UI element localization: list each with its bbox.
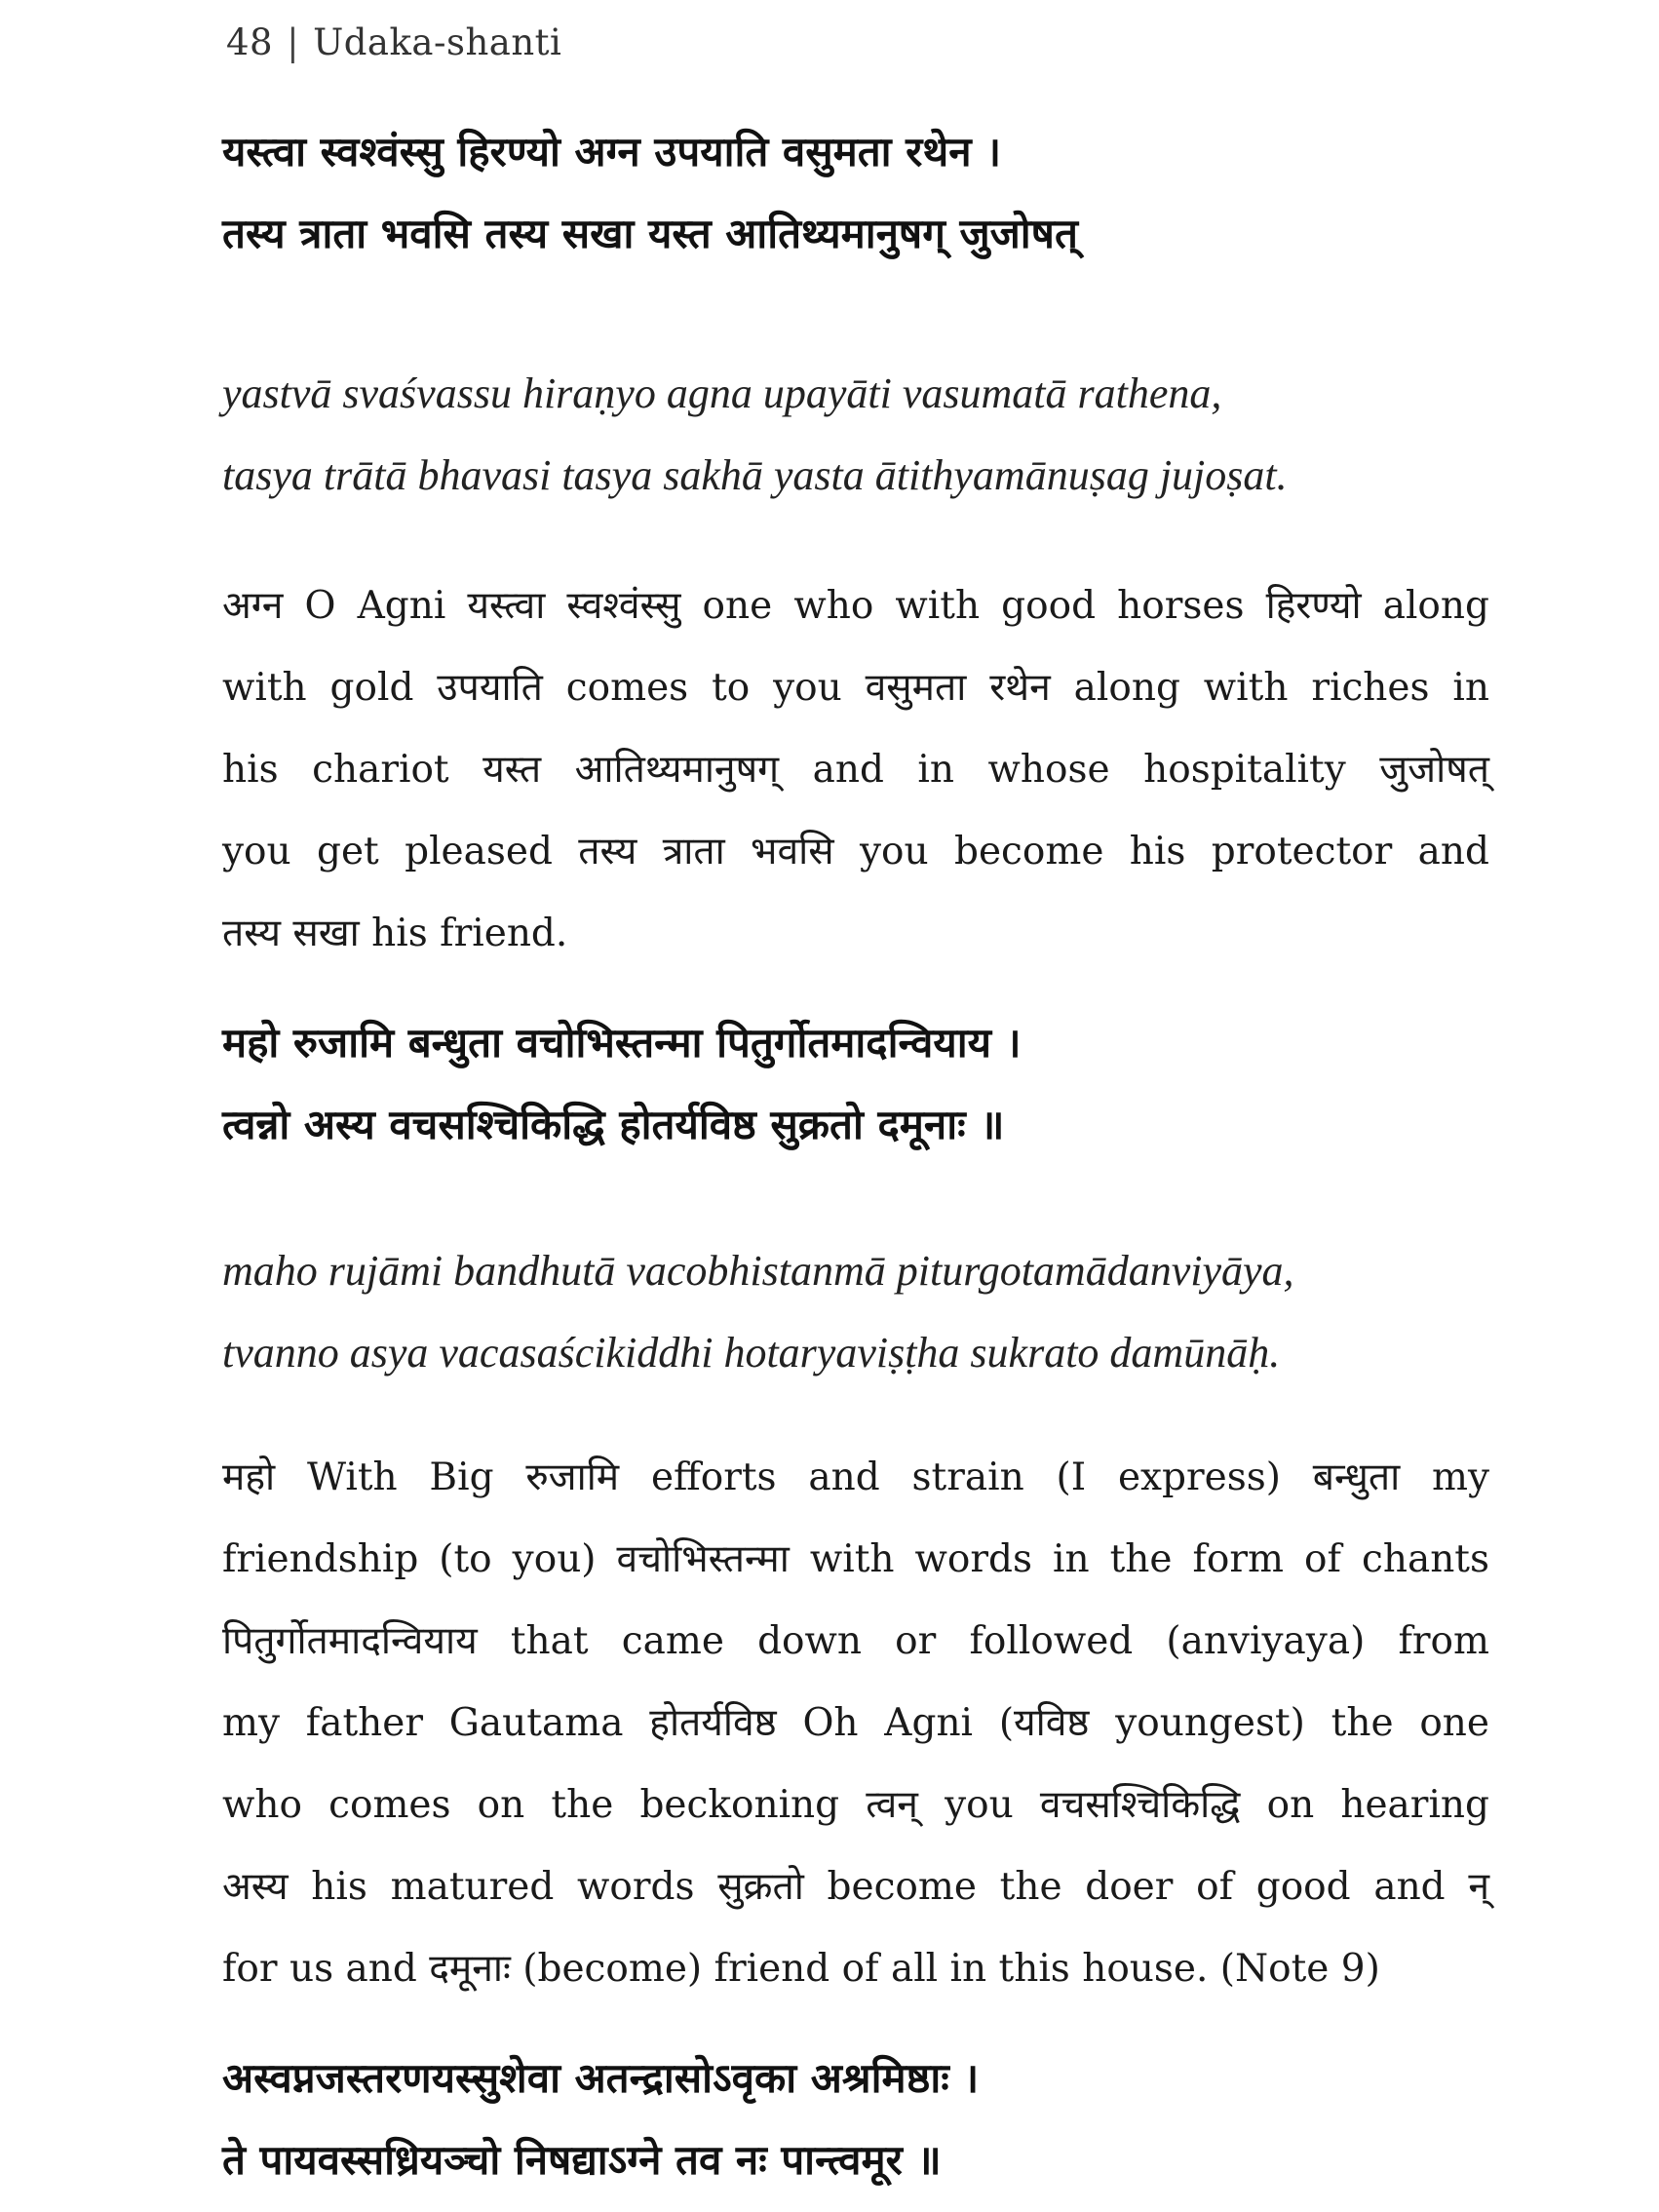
transliteration-1: [222, 353, 1489, 517]
verse-line: यस्त्वा स्वश्वंस्सु हिरण्यो अग्न उपयाति वसुमता रथेन ।: [222, 128, 1002, 175]
paragraph-line: अग्न O Agni यस्त्वा स्वश्वंस्सु one who with good horses हिरण्यो along: [222, 584, 1489, 628]
paragraph-line: अस्य his matured words सुक्रतो become the doer of good and न्: [222, 1865, 1489, 1909]
transliteration-line: tvanno asya vacasaścikiddhi hotaryaviṣṭha sukrato damūnāḥ.: [222, 1329, 1281, 1377]
chapter-title: Udaka-shanti: [313, 21, 562, 63]
sanskrit-verse-3: [222, 2037, 1489, 2201]
header-separator: |: [287, 21, 300, 63]
paragraph-line: you get pleased तस्य त्राता भवसि you become his protector and: [222, 830, 1489, 873]
paragraph-line: my father Gautama होतर्यविष्ठ Oh Agni (यविष्ठ youngest) the one: [222, 1701, 1489, 1745]
transliteration-2: [222, 1230, 1489, 1394]
paragraph-line: friendship (to you) वचोभिस्तन्मा with words in the form of chants: [222, 1537, 1489, 1581]
translation-paragraph-2: [222, 1437, 1489, 2010]
page-number: 48: [226, 21, 274, 63]
paragraph-line: his chariot यस्त आतिथ्यमानुषग् and in whose hospitality जुजोषत्: [222, 748, 1489, 792]
paragraph-line: महो With Big रुजामि efforts and strain (I express) बन्धुता my: [222, 1455, 1489, 1499]
transliteration-line: tasya trātā bhavasi tasya sakhā yasta ātithyamānuṣag jujoṣat.: [222, 451, 1288, 499]
verse-line: ते पायवस्सध्रियञ्चो निषद्याऽग्ने तव नः पान्त्वमूर ॥: [222, 2136, 942, 2184]
verse-line: तस्य त्राता भवसि तस्य सखा यस्त आतिथ्यमानुषग् जुजोषत्: [222, 210, 1078, 257]
translation-paragraph-1: [222, 565, 1489, 975]
transliteration-line: yastvā svaśvassu hiraṇyo agna upayāti vasumatā rathena,: [222, 369, 1222, 417]
sanskrit-verse-2: [222, 1002, 1489, 1166]
verse-line: अस्वप्नजस्तरणयस्सुशेवा अतन्द्रासोऽवृका अश्रमिष्ठाः ।: [222, 2054, 980, 2102]
running-header: [226, 21, 561, 63]
paragraph-line: with gold उपयाति comes to you वसुमता रथेन along with riches in: [222, 666, 1489, 710]
sanskrit-verse-1: [222, 111, 1489, 275]
paragraph-line: for us and दमूनाः (become) friend of all in this house. (Note 9): [222, 1947, 1380, 1991]
paragraph-line: तस्य सखा his friend.: [222, 912, 568, 955]
verse-line: महो रुजामि बन्धुता वचोभिस्तन्मा पितुर्गोतमादन्वियाय ।: [222, 1019, 1022, 1067]
transliteration-line: maho rujāmi bandhutā vacobhistanmā piturgotamādanviyāya,: [222, 1247, 1294, 1295]
paragraph-line: पितुर्गोतमादन्वियाय that came down or followed (anviyaya) from: [222, 1619, 1489, 1663]
verse-line: त्वन्नो अस्य वचसश्चिकिद्धि होतर्यविष्ठ सुक्रतो दमूनाः ॥: [222, 1101, 1005, 1148]
paragraph-line: who comes on the beckoning त्वन् you वचसश्चिकिद्धि on hearing: [222, 1783, 1489, 1827]
